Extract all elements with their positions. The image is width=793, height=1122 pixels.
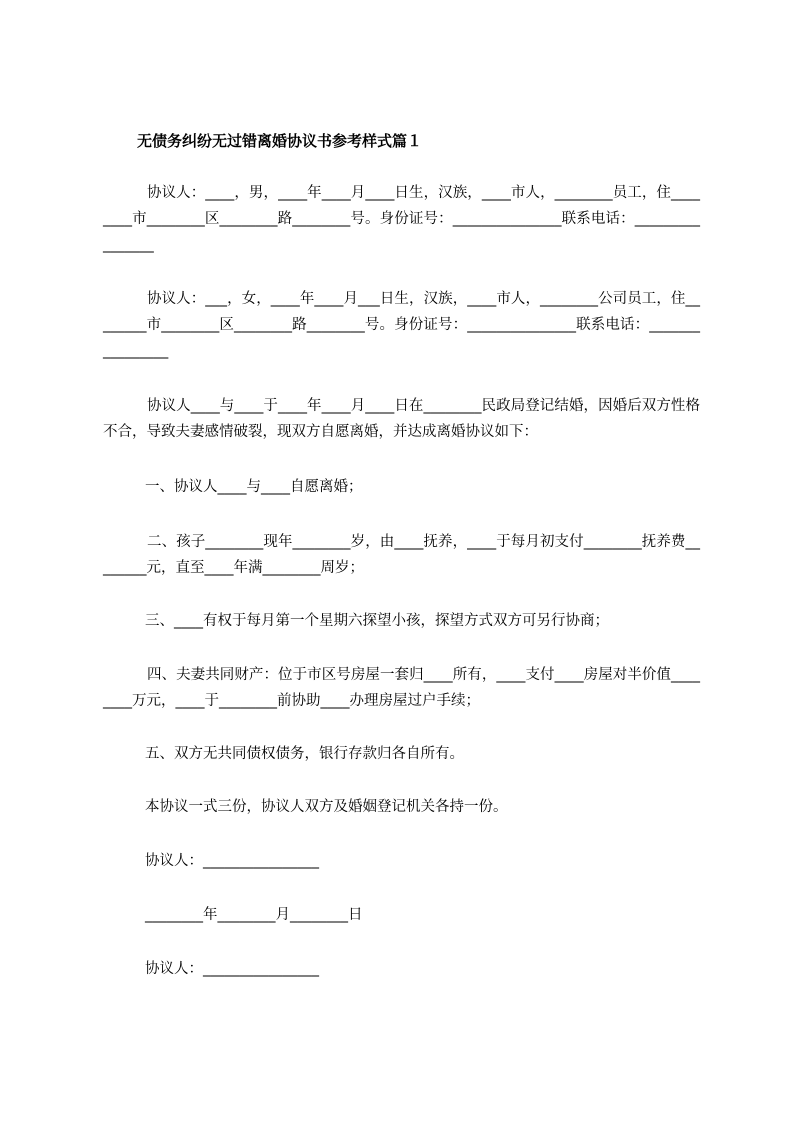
party2-paragraph: 协议人：___，女，____年____月___日生，汉族，____市人，________公司员工，住________市________区________路________号。身份证号：_______________联系电话：________________ xyxy=(103,291,700,359)
clause-4: 四、夫妻共同财产：位于市区号房屋一套归____所有，____支付____房屋对半价值________万元，____于________前协助____办理房屋过户手续； xyxy=(103,667,700,709)
clause-3: 三、____有权于每月第一个星期六探望小孩，探望方式双方可另行协商； xyxy=(145,613,609,629)
clause-2: 二、孩子________现年________岁，由____抚养，____于每月初支付________抚养费________元，直至____年满________周岁； xyxy=(103,534,700,576)
signer-1-line: 协议人：________________ xyxy=(145,853,319,869)
clause-1: 一、协议人____与____自愿离婚； xyxy=(145,479,363,495)
copies-statement: 本协议一式三份，协议人双方及婚姻登记机关各持一份。 xyxy=(145,799,508,815)
party1-paragraph: 协议人：____，男，____年____月____日生，汉族，____市人，________员工，住________市________区________路________号。身份证号：_______________联系电话：________________ xyxy=(103,185,700,253)
signer-2-line: 协议人：________________ xyxy=(145,961,319,977)
document-title: 无债务纠纷无过错离婚协议书参考样式篇１ xyxy=(137,132,423,150)
intro-paragraph: 协议人____与____于____年____月____日在________民政局登记结婚，因婚后双方性格不合，导致夫妻感情破裂，现双方自愿离婚，并达成离婚协议如下： xyxy=(103,398,700,440)
date-line: ________年________月________日 xyxy=(145,907,363,923)
clause-5: 五、双方无共同债权债务，银行存款归各自所有。 xyxy=(145,746,464,762)
